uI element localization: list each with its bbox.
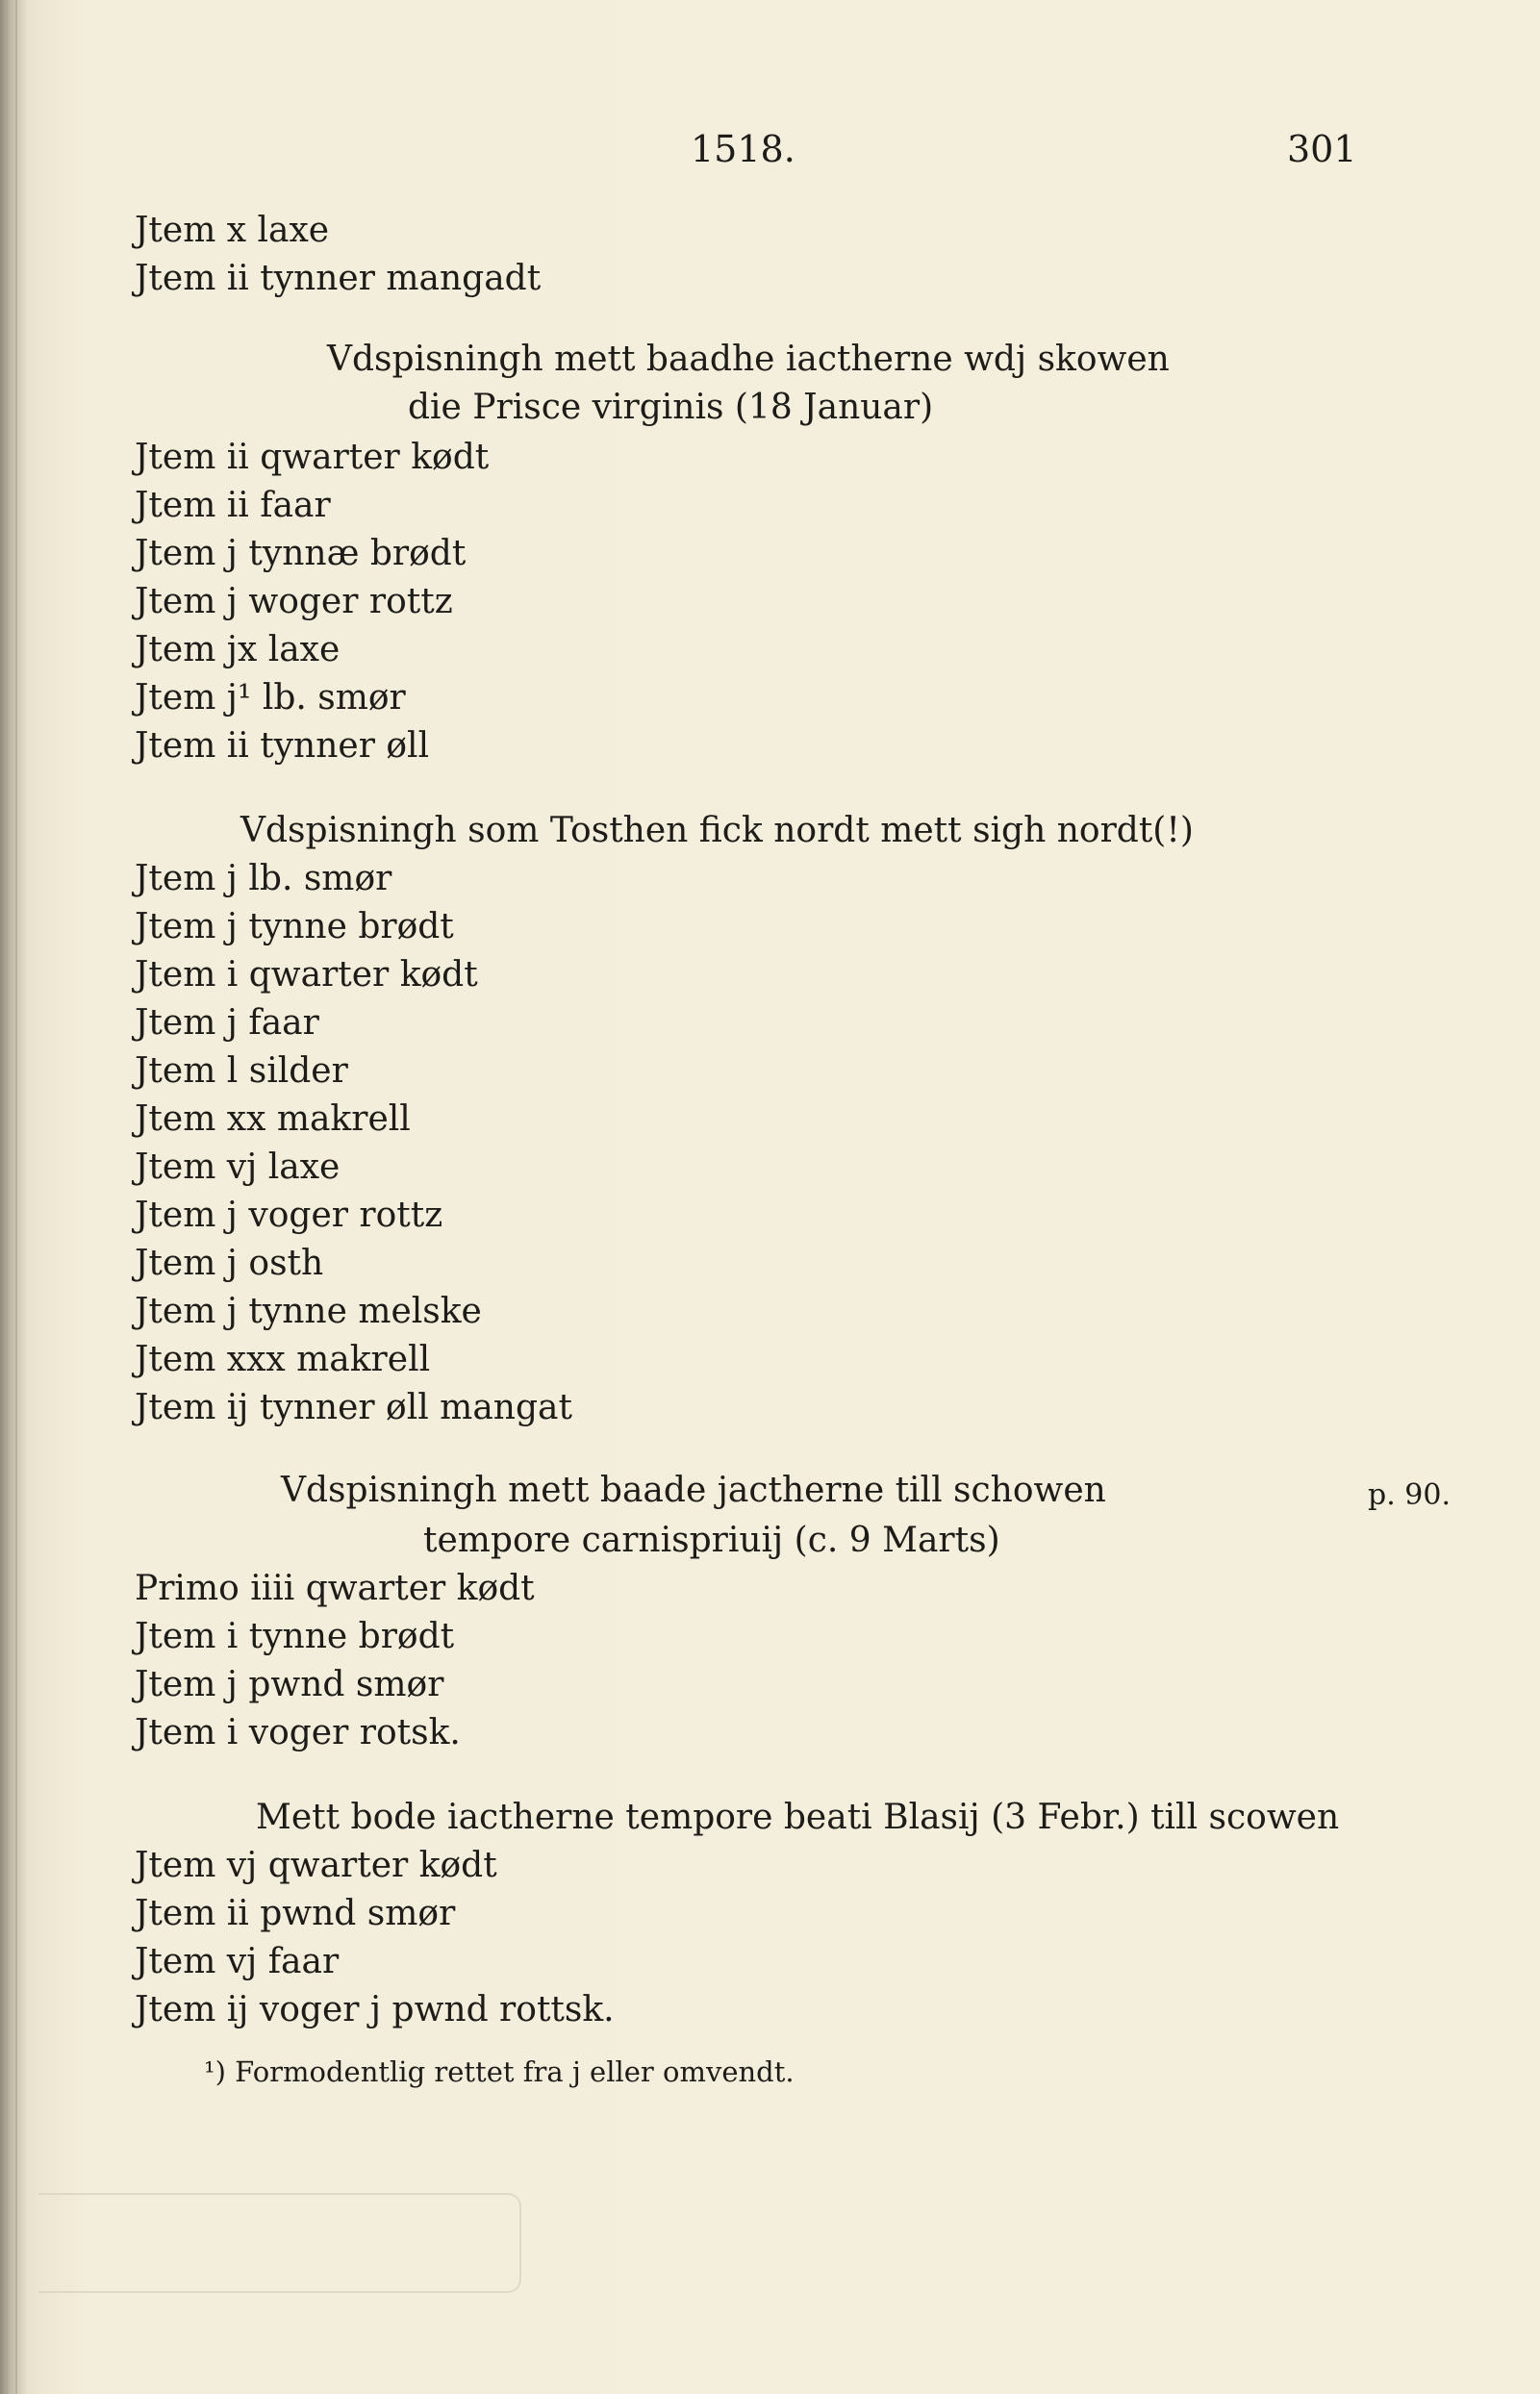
- section-heading: Mett bode iactherne tempore beati Blasij (3 Febr.) till scowen: [256, 1798, 1340, 1837]
- margin-page-reference: p. 90.: [1368, 1478, 1451, 1512]
- entry-line: Jtem xx makrell: [135, 1099, 411, 1139]
- entry-line: Jtem ii tynner mangadt: [135, 259, 542, 298]
- page-corner-mark: [38, 2193, 521, 2293]
- entry-line: Jtem i tynne brødt: [135, 1617, 455, 1656]
- entry-line: Jtem xxx makrell: [135, 1340, 431, 1379]
- entry-line: Jtem j tynne melske: [135, 1292, 482, 1331]
- entry-line: Jtem j woger rottz: [135, 582, 453, 621]
- entry-line: Jtem j faar: [135, 1003, 319, 1043]
- section-heading: Vdspisningh som Tosthen fick nordt mett sigh nordt(!): [240, 811, 1194, 850]
- entry-line: Jtem ii qwarter kødt: [135, 438, 490, 477]
- entry-line: Jtem j pwnd smør: [135, 1665, 444, 1704]
- binding-edge: [0, 0, 27, 2394]
- entry-line: Jtem vj laxe: [135, 1147, 341, 1187]
- entry-line: Jtem vj qwarter kødt: [135, 1846, 497, 1885]
- entry-line: Jtem i voger rotsk.: [135, 1713, 461, 1752]
- section-heading: tempore carnispriuij (c. 9 Marts): [423, 1521, 1000, 1560]
- entry-line: Jtem j lb. smør: [135, 859, 392, 898]
- entry-line: Jtem j¹ lb. smør: [135, 678, 406, 718]
- entry-line: Jtem x laxe: [135, 211, 330, 250]
- entry-line: Jtem j voger rottz: [135, 1196, 443, 1235]
- entry-line: Jtem ii tynner øll: [135, 726, 430, 766]
- section-heading: Vdspisningh mett baadhe iactherne wdj skowen: [327, 340, 1170, 379]
- entry-line: Jtem i qwarter kødt: [135, 955, 478, 995]
- entry-line: Jtem vj faar: [135, 1942, 340, 1981]
- entry-line: Jtem l silder: [135, 1051, 348, 1091]
- entry-line: Jtem j tynnæ brødt: [135, 534, 467, 573]
- running-head-year: 1518.: [691, 128, 795, 170]
- footnote: ¹) Formodentlig rettet fra j eller omvendt.: [204, 2055, 795, 2088]
- entry-line: Jtem ij voger j pwnd rottsk.: [135, 1990, 615, 2029]
- binding-line: [6, 0, 8, 2394]
- entry-line: Jtem ii faar: [135, 486, 331, 525]
- entry-line: Jtem j osth: [135, 1244, 324, 1283]
- entry-line: Jtem ij tynner øll mangat: [135, 1388, 572, 1427]
- section-heading: Vdspisningh mett baade jactherne till schowen: [281, 1471, 1106, 1510]
- entry-line: Jtem ii pwnd smør: [135, 1894, 456, 1933]
- entry-line: Jtem j tynne brødt: [135, 907, 454, 946]
- binding-line: [15, 0, 17, 2394]
- page-number: 301: [1287, 128, 1357, 170]
- entry-line: Primo iiii qwarter kødt: [135, 1569, 535, 1608]
- entry-line: Jtem jx laxe: [135, 630, 341, 669]
- section-heading: die Prisce virginis (18 Januar): [408, 388, 934, 427]
